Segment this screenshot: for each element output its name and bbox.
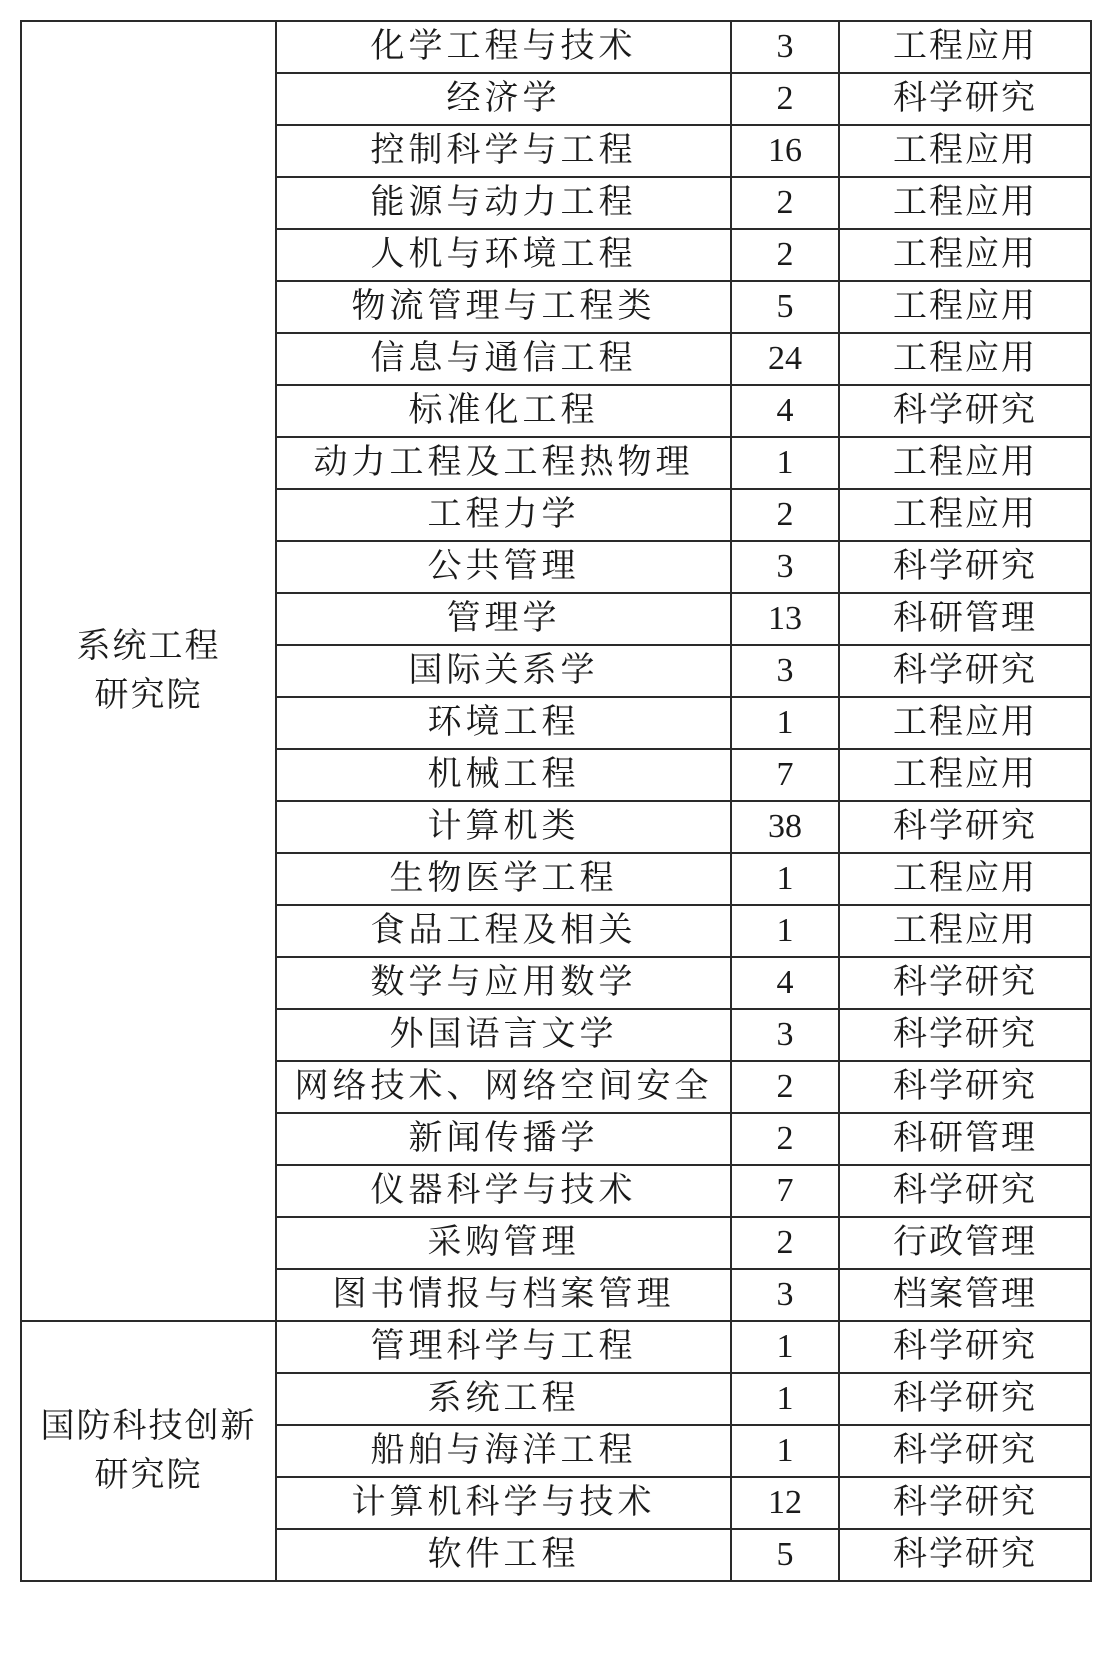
major-cell: 网络技术、网络空间安全 (276, 1061, 731, 1113)
category-cell: 科学研究 (839, 385, 1091, 437)
category-cell: 科学研究 (839, 1477, 1091, 1529)
count-cell: 5 (731, 281, 839, 333)
count-cell: 7 (731, 1165, 839, 1217)
category-cell: 工程应用 (839, 853, 1091, 905)
major-cell: 国际关系学 (276, 645, 731, 697)
count-cell: 16 (731, 125, 839, 177)
institution-name-line1: 系统工程 (76, 625, 221, 666)
major-cell: 机械工程 (276, 749, 731, 801)
count-cell: 3 (731, 1009, 839, 1061)
table-row (21, 1321, 1091, 1373)
count-cell: 1 (731, 1321, 839, 1373)
major-cell: 外国语言文学 (276, 1009, 731, 1061)
count-cell: 7 (731, 749, 839, 801)
major-cell: 经济学 (276, 73, 731, 125)
major-cell: 管理科学与工程 (276, 1321, 731, 1373)
category-cell: 科学研究 (839, 645, 1091, 697)
count-cell: 3 (731, 541, 839, 593)
count-cell: 5 (731, 1529, 839, 1581)
category-cell: 工程应用 (839, 749, 1091, 801)
major-cell: 食品工程及相关 (276, 905, 731, 957)
count-cell: 24 (731, 333, 839, 385)
table-row (21, 21, 1091, 73)
category-cell: 科学研究 (839, 1425, 1091, 1477)
major-cell: 能源与动力工程 (276, 177, 731, 229)
count-cell: 2 (731, 489, 839, 541)
institution-name-line2: 研究院 (94, 1455, 203, 1495)
major-cell: 采购管理 (276, 1217, 731, 1269)
major-cell: 公共管理 (276, 541, 731, 593)
category-cell: 工程应用 (839, 333, 1091, 385)
major-cell: 计算机类 (276, 801, 731, 853)
category-cell: 科学研究 (839, 1321, 1091, 1373)
major-cell: 软件工程 (276, 1529, 731, 1581)
category-cell: 工程应用 (839, 125, 1091, 177)
count-cell: 1 (731, 905, 839, 957)
category-cell: 科学研究 (839, 1009, 1091, 1061)
major-cell: 计算机科学与技术 (276, 1477, 731, 1529)
count-cell: 2 (731, 1217, 839, 1269)
count-cell: 3 (731, 1269, 839, 1321)
count-cell: 2 (731, 229, 839, 281)
category-cell: 工程应用 (839, 177, 1091, 229)
institution-cell (21, 1321, 276, 1581)
major-cell: 数学与应用数学 (276, 957, 731, 1009)
count-cell: 4 (731, 385, 839, 437)
document-page (20, 20, 1090, 1645)
major-cell: 控制科学与工程 (276, 125, 731, 177)
category-cell: 科学研究 (839, 801, 1091, 853)
major-cell: 工程力学 (276, 489, 731, 541)
category-cell: 科学研究 (839, 957, 1091, 1009)
category-cell: 工程应用 (839, 905, 1091, 957)
table-body (21, 21, 1091, 1581)
category-cell: 工程应用 (839, 489, 1091, 541)
count-cell: 1 (731, 853, 839, 905)
major-cell: 人机与环境工程 (276, 229, 731, 281)
major-cell: 船舶与海洋工程 (276, 1425, 731, 1477)
count-cell: 1 (731, 697, 839, 749)
category-cell: 工程应用 (839, 697, 1091, 749)
category-cell: 工程应用 (839, 437, 1091, 489)
major-cell: 管理学 (276, 593, 731, 645)
category-cell: 工程应用 (839, 21, 1091, 73)
major-cell: 仪器科学与技术 (276, 1165, 731, 1217)
count-cell: 1 (731, 1373, 839, 1425)
category-cell: 科研管理 (839, 593, 1091, 645)
major-cell: 化学工程与技术 (276, 21, 731, 73)
category-cell: 科学研究 (839, 73, 1091, 125)
major-cell: 信息与通信工程 (276, 333, 731, 385)
count-cell: 4 (731, 957, 839, 1009)
count-cell: 2 (731, 73, 839, 125)
major-cell: 环境工程 (276, 697, 731, 749)
category-cell: 行政管理 (839, 1217, 1091, 1269)
category-cell: 科学研究 (839, 541, 1091, 593)
count-cell: 2 (731, 1113, 839, 1165)
count-cell: 2 (731, 1061, 839, 1113)
institution-name-line2: 研究院 (94, 675, 203, 715)
major-cell: 物流管理与工程类 (276, 281, 731, 333)
category-cell: 工程应用 (839, 281, 1091, 333)
count-cell: 1 (731, 437, 839, 489)
major-cell: 图书情报与档案管理 (276, 1269, 731, 1321)
recruitment-table (20, 20, 1092, 1582)
major-cell: 动力工程及工程热物理 (276, 437, 731, 489)
category-cell: 科学研究 (839, 1373, 1091, 1425)
count-cell: 12 (731, 1477, 839, 1529)
category-cell: 工程应用 (839, 229, 1091, 281)
category-cell: 档案管理 (839, 1269, 1091, 1321)
category-cell: 科学研究 (839, 1529, 1091, 1581)
major-cell: 生物医学工程 (276, 853, 731, 905)
count-cell: 13 (731, 593, 839, 645)
count-cell: 3 (731, 21, 839, 73)
major-cell: 系统工程 (276, 1373, 731, 1425)
institution-name-line1: 国防科技创新 (40, 1405, 257, 1446)
count-cell: 1 (731, 1425, 839, 1477)
category-cell: 科研管理 (839, 1113, 1091, 1165)
institution-cell (21, 21, 276, 1321)
category-cell: 科学研究 (839, 1061, 1091, 1113)
major-cell: 新闻传播学 (276, 1113, 731, 1165)
count-cell: 3 (731, 645, 839, 697)
count-cell: 38 (731, 801, 839, 853)
count-cell: 2 (731, 177, 839, 229)
major-cell: 标准化工程 (276, 385, 731, 437)
category-cell: 科学研究 (839, 1165, 1091, 1217)
